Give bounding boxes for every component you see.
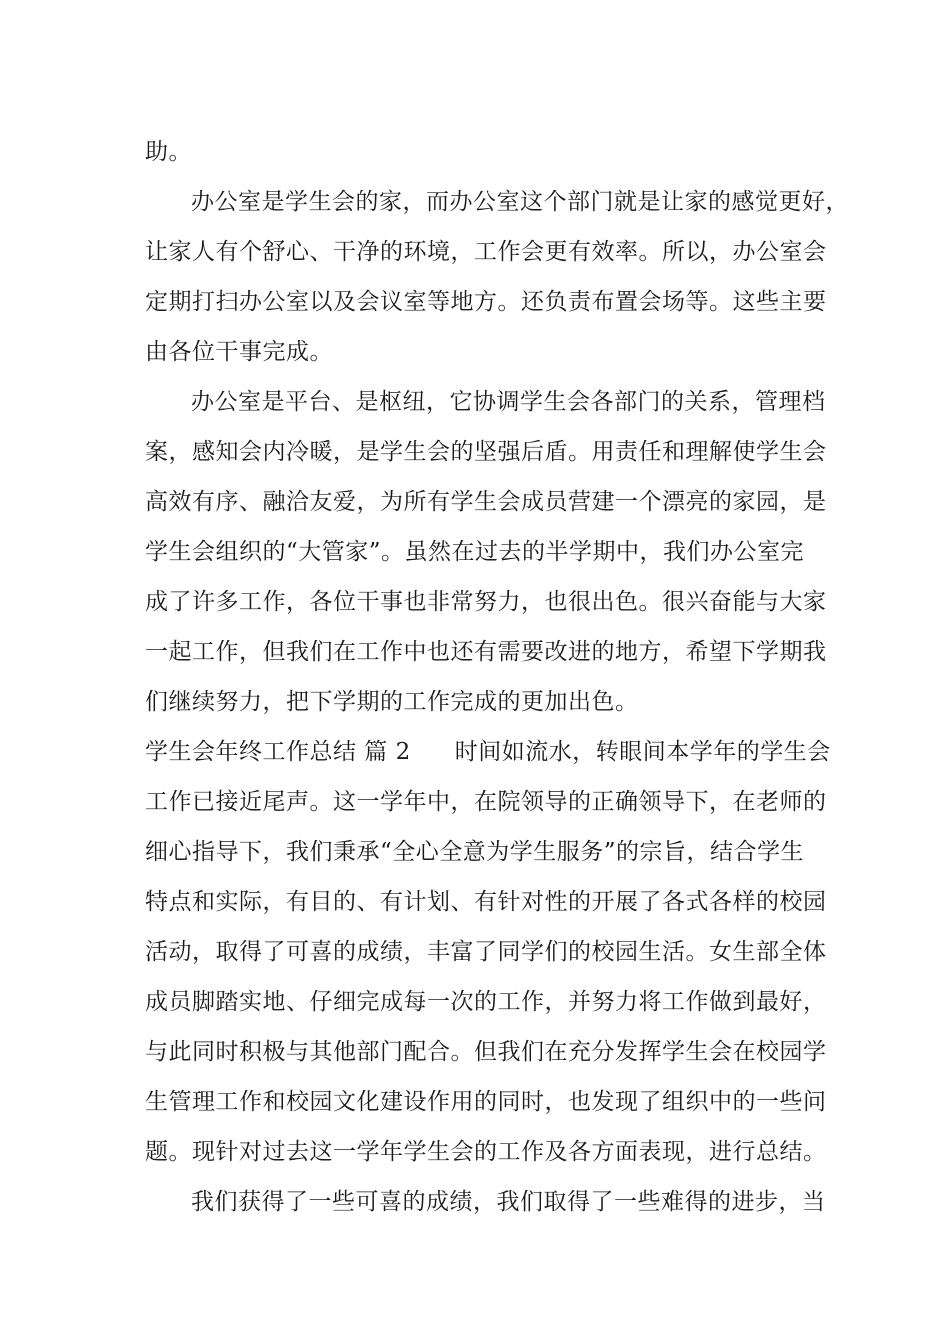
paragraph-line: 一起工作，但我们在工作中也还有需要改进的地方，希望下学期我 [145,639,827,665]
paragraph-line: 生管理工作和校园文化建设作用的同时，也发现了组织中的一些问 [145,1089,827,1115]
paragraph-line: 成了许多工作，各位干事也非常努力，也很出色。很兴奋能与大家 [145,589,827,615]
paragraph-line: 办公室是平台、是枢纽，它协调学生会各部门的关系，管理档 [191,389,826,415]
paragraph-line: 成员脚踏实地、仔细完成每一次的工作，并努力将工作做到最好， [145,989,827,1015]
paragraph-line: 细心指导下，我们秉承“全心全意为学生服务”的宗旨，结合学生 [145,839,805,865]
paragraph-line: 题。现针对过去这一学年学生会的工作及各方面表现，进行总结。 [145,1139,827,1165]
section-first-line: 时间如流水，转眼间本学年的学生会 [454,739,831,765]
paragraph-line: 定期打扫办公室以及会议室等地方。还负责布置会场等。这些主要 [145,289,827,315]
paragraph-line: 高效有序、融洽友爱，为所有学生会成员营建一个漂亮的家园，是 [145,489,827,515]
paragraph-line: 由各位干事完成。 [145,339,333,365]
section-heading-line [145,737,831,767]
paragraph-line: 工作已接近尾声。这一学年中，在院领导的正确领导下，在老师的 [145,789,827,815]
paragraph-line: 案，感知会内冷暖，是学生会的坚强后盾。用责任和理解使学生会 [145,439,827,465]
paragraph-line: 我们获得了一些可喜的成绩，我们取得了一些难得的进步，当 [191,1189,826,1215]
paragraph-line: 助。 [145,139,192,165]
paragraph-line: 学生会组织的“大管家”。虽然在过去的半学期中，我们办公室完 [145,539,805,565]
paragraph-line: 办公室是学生会的家，而办公室这个部门就是让家的感觉更好， [191,189,849,215]
paragraph-line: 们继续努力，把下学期的工作完成的更加出色。 [145,689,639,715]
section-heading: 学生会年终工作总结 篇 2 [145,739,411,765]
paragraph-line: 活动，取得了可喜的成绩，丰富了同学们的校园生活。女生部全体 [145,939,827,965]
paragraph-line: 与此同时积极与其他部门配合。但我们在充分发挥学生会在校园学 [145,1039,827,1065]
paragraph-line: 让家人有个舒心、干净的环境，工作会更有效率。所以，办公室会 [145,239,827,265]
paragraph-line: 特点和实际，有目的、有计划、有针对性的开展了各式各样的校园 [145,889,827,915]
